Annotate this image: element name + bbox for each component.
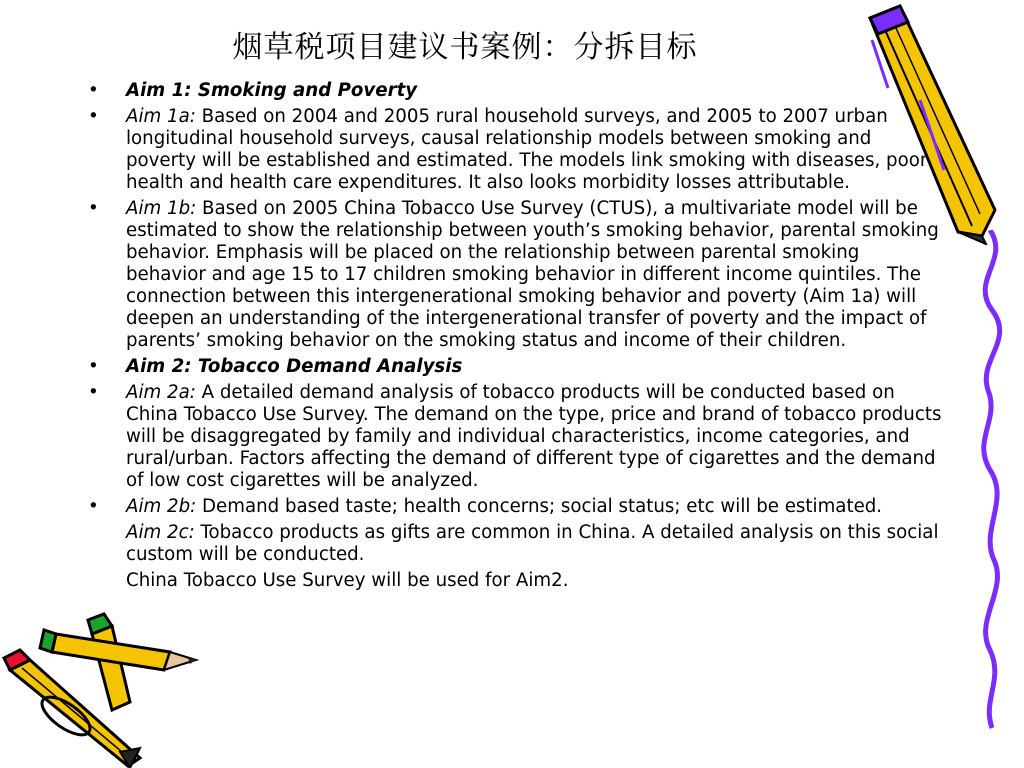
aim1a-label: Aim 1a: <box>126 106 196 127</box>
list-item-aim2a <box>84 382 944 492</box>
aim2c-text: Tobacco products as gifts are common in China. A detailed analysis on this social custom will be conducted. <box>126 522 939 565</box>
bullet-glyph: • <box>88 382 99 403</box>
aim2c-label: Aim 2c: <box>126 522 195 543</box>
bullet-glyph: • <box>88 496 99 517</box>
list-item-aim1a <box>84 106 944 194</box>
aim2b-text: Demand based taste; health concerns; social status; etc will be estimated. <box>196 496 883 517</box>
aim2a-text: A detailed demand analysis of tobacco products will be conducted based on China Tobacco Use Survey. The demand on the type, price and brand of tobacco products will be disaggregated by family and individual characteristics, income categories, and rural/urban. Factors affecting the demand of different type of cigarettes and the demand of low cost cigarettes will be analyzed. <box>126 382 942 491</box>
pencil-cluster-icon <box>0 612 210 768</box>
slide-title: 烟草税项目建议书案例：分拆目标 <box>232 30 698 65</box>
aim2-heading: Aim 2: Tobacco Demand Analysis <box>126 356 463 377</box>
aim1-heading: Aim 1: Smoking and Poverty <box>126 80 418 101</box>
list-item-aim1 <box>84 80 944 102</box>
aim1b-text: Based on 2005 China Tobacco Use Survey (CTUS), a multivariate model will be estimated to show the relationship between youth’s smoking behavior, parental smoking behavior. Emphasis will be placed on the relationship between parental smoking behavior and age 15 to 17 children smoking behavior in different income quintiles. The connection between this intergenerational smoking behavior and poverty (Aim 1a) will deepen an understanding of the intergenerational transfer of poverty and the impact of parents’ smoking behavior on the smoking status and income of their children. <box>126 198 939 351</box>
aim1a-text: Based on 2004 and 2005 rural household surveys, and 2005 to 2007 urban longitudinal household surveys, causal relationship models between smoking and poverty will be established and estimated. The models link smoking with diseases, poor health and health care expenditures. It also looks morbidity losses attributable. <box>126 106 928 193</box>
footer-text: China Tobacco Use Survey will be used for Aim2. <box>126 570 569 591</box>
bullet-list <box>84 80 944 596</box>
bullet-glyph: • <box>88 106 99 127</box>
list-item-footer <box>84 570 944 592</box>
list-item-aim2b <box>84 496 944 518</box>
list-item-aim1b <box>84 198 944 352</box>
bullet-glyph: • <box>88 198 99 219</box>
bullet-glyph: • <box>88 356 99 377</box>
aim2a-label: Aim 2a: <box>126 382 196 403</box>
aim1b-label: Aim 1b: <box>126 198 197 219</box>
pencil-icon <box>860 0 1010 245</box>
list-item-aim2c <box>84 522 944 566</box>
squiggle-line <box>960 230 1024 730</box>
list-item-aim2 <box>84 356 944 378</box>
aim2b-label: Aim 2b: <box>126 496 197 517</box>
bullet-glyph: • <box>88 80 99 101</box>
